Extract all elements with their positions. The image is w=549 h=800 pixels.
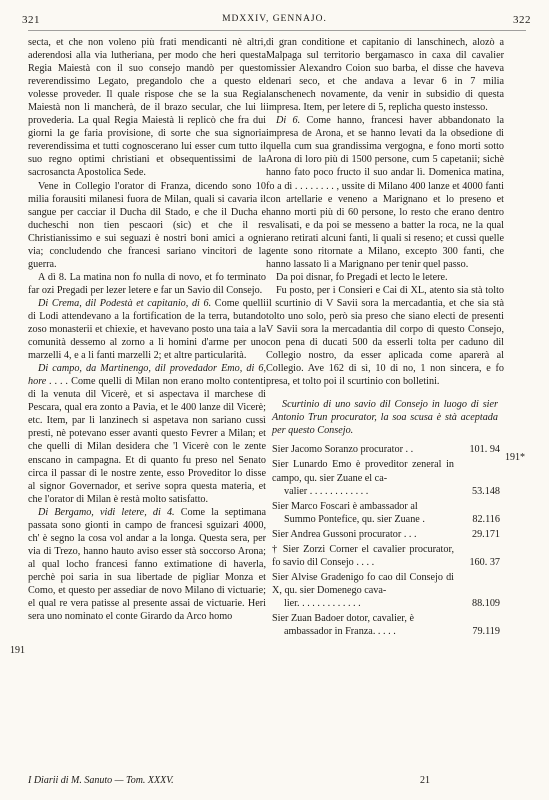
vote-count: 101. 94 — [469, 444, 500, 456]
paragraph — [266, 114, 504, 271]
paragraph-text: Fu posto, per i Consieri e Cai di XL, atento sia stà tolto il scurtinio di V Savii sora la mercadantia, et che sia stà tolto uno solo, però sia preso che siano electi de presenti V Savii sora la mercadantia dil corpo di questo Consejo, con pena di ducati 500 da esserli tolta per caduno dil Collegio nostro, da esser aplicada come aparerà al Collegio. Ave 162 di sì, 10 di no, 1 non sincera, e fo presa, et tolto poi il scurtinio con bolletini. — [266, 284, 504, 388]
page-number-right: 322 — [513, 14, 531, 26]
vote-count: 82.116 — [472, 513, 500, 525]
scrutiny-entry — [272, 528, 502, 541]
candidate-name: Sier Zuan Badoer dotor, cavalier, è — [272, 612, 415, 624]
candidate-name: Sier Lunardo Emo è proveditor zeneral in campo, qu. sier Zuane el ca- — [272, 459, 454, 484]
scrutiny-entry — [272, 612, 502, 638]
paragraph-text: Come quelli di Lodi attendevano a la fortification de la terra, butando zoso monasterii et chiexie, et havevano posto una taia a la comunità dessemo al zorno a li homini d'arme per uno marzelli 4, e a li fanti marzelli 2; et altre particularità. — [28, 297, 266, 362]
candidate-name-continued: ambassador in Franza. . . . . — [284, 626, 396, 638]
paragraph-heading: Di Bergamo, vidi letere, di 4. — [38, 506, 175, 518]
paragraph-text: Come hanno, francesi haver abbandonato la impresa de Arona, et se hanno levati da la obsedione di quella cum sua grandissima vergogna, e fono morti sotto Arona di loro più di 1500 persone, cum 5 capetanii; sichè hanno fato poco fructo il suo andar lì. Domenica matina, fo a dì . . . . . . . . , ussite di Milano 400 lanze et 4000 fanti con artellarie e veneno a Marignano et lo preseno et hanno morti più di 60 persone, lo resto che erano dentro svalisati, e da poi se messeno a batter la roca, ne la qual erano retirati alcuni fanti, li quali si reseno; et cussì quelle gente sono ritornate a Milano, excepto 300 fanti, che hanno lassato lì a Marignano per tenir quel passo. — [266, 115, 505, 270]
candidate-name-continued: Summo Pontefice, qu. sier Zuane . — [284, 513, 425, 525]
paragraph-heading: Di campo, da Martinengo, dil provedador Emo, di 6, hore . . . . — [28, 363, 266, 388]
paragraph — [266, 284, 504, 388]
vote-count: 160. 37 — [469, 556, 500, 568]
paragraph-text: Vene in Collegio l'orator di Franza, dicendo sono 10 milia forausiti milanesi fuora de Milan, quali si cavaria il sangue per cacciar il Ducha dil Stado, e che il Ducha e ducheschi non tien pescaori (sic) et che il re Christianissimo e sui seguazi è nostri boni amici a ogni via; concludendo che francesi sariano vincitori de la guerra. — [28, 180, 266, 270]
vote-count: 88.109 — [471, 597, 500, 609]
vote-count: 79.119 — [472, 626, 500, 638]
scrutiny-entry — [272, 443, 502, 456]
right-column-paragraphs — [266, 36, 504, 388]
scrutiny-entry — [272, 458, 502, 497]
paragraph — [28, 297, 266, 362]
paragraph-text: Come la septimana passata sono gionti in campo de francesi sguizari 4000, ch' è segno la cosa vol andar a la longa. Questa sera, per via di Trezo, hanno hauto aviso esser stà soccorso Arona; al qual locho francesi fanno extimatione di haverla, perchè poi saria in sua libertade de pigliar Monza et Como, et questo per assediar de novo Milano di victuarie; el qual re vera patisse al presente assai de victuarie. Heri sera uno nominato el conte Girardo da Arco homo — [28, 506, 266, 623]
candidate-name: Sier Alvise Gradenigo fo cao dil Consejo di X, qu. sier Domenego cava- — [272, 571, 454, 596]
footer-title: I Diarii di M. Sanuto — Tom. XXXV. — [28, 775, 174, 786]
margin-number-left: 191 — [10, 645, 25, 656]
paragraph — [28, 271, 266, 297]
paragraph — [266, 36, 504, 114]
paragraph-text: A dì 8. La matina non fo nulla di novo, et fo terminato far ozi Pregadi per lezer letere e far un Savio dil Consejo. — [28, 271, 266, 296]
candidate-name-continued: lier. . . . . . . . . . . . . — [284, 597, 361, 609]
paragraph-text: Come quelli di Milan non erano molto contenti di la venuta dil Vicerè, et si aspectava il marchese di Pescara, qual era zonto a Pavia, et le 400 lanze dil Vicerè; etc. Item, par li lanzinech si aspetava non sariano cussì presti, nè potevano esser avanti questo Fevrer a Milan; et che quelli di Milan desidera che 'l Vicerè con le zente enscano in campagna. Et di quanto fu preso nel Senato circa il passar di le nostre zente, esso Proveditor lo disse al signor Governador, et serive sopra questa materia, et che l'orator di Milan è restà molto satisfatto. — [28, 376, 267, 505]
paragraph-heading: Di 6. — [276, 115, 301, 127]
candidate-name: † Sier Zorzi Corner el cavalier procurator, fo savio dil Consejo . . . . — [272, 543, 454, 568]
paragraph-text: di gran conditione et capitanio di lanschinech, alozò a Malpaga sul territorio bergamasco in caxa dil cavalier missier Alexandro Coion suo barba, el disse che haveva denari seco, et che andava a levar 6 in 7 milia lanschenech novamente, da venir in subsidio di questa impresa. Item, per letere di 5, replicha questo instesso. — [266, 37, 504, 114]
candidate-name-continued: valier . . . . . . . . . . . . — [284, 485, 369, 497]
right-column — [266, 36, 504, 638]
scrutiny-entry — [272, 571, 502, 610]
paragraph — [266, 271, 504, 284]
header-rule — [28, 30, 526, 31]
vote-count: 29.171 — [471, 528, 500, 540]
paragraph — [28, 180, 266, 271]
vote-count: 53.148 — [471, 485, 500, 497]
scrutiny-title: Scurtinio di uno savio dil Consejo in luogo di sier Antonio Trun procurator, la soa scusa è stà aceptada per questo Consejo. — [272, 399, 498, 437]
left-column — [28, 36, 266, 623]
paragraph-text: Da poi disnar, fo Pregadi et lecto le letere. — [276, 271, 448, 283]
paragraph-text: secta, et che non voleno più frati mendicanti nè altri, aderendosi alla via lutheriana, per modo che heri questa Regia Maiestà con il suo consejo mandò per questo reverendissimo Legato, pregandolo che a questo el volesse proveder. Il quale rispose che se la sua Regia Maiestà non li mancherà, de il brazo secular, che lui li provederia. La qual Regia Maiestà li replicò che fra dui giorni la ge faria provisione, di sorte che sua signoria reverendissima et tutti cognoscerano lui esser cum tutto il suo regno optimi christiani et obsequentissimi de la sacrosancta Apostolica Sede. — [28, 37, 266, 179]
candidate-name: Sier Marco Foscari è ambassador al — [272, 500, 418, 512]
scrutiny-entry — [272, 543, 502, 569]
running-header: MDXXIV, GENNAJO. — [222, 14, 327, 24]
paragraph — [28, 362, 266, 506]
page-number-left: 321 — [22, 14, 40, 26]
margin-number-right: 191* — [505, 452, 525, 463]
paragraph — [28, 506, 266, 623]
candidate-name: Sier Jacomo Soranzo procurator . . — [272, 444, 414, 456]
scrutiny-list — [266, 443, 504, 638]
scrutiny-entry — [272, 500, 502, 526]
paragraph-heading: Di Crema, dil Podestà et capitanio, di 6. — [38, 297, 212, 309]
paragraph — [28, 36, 266, 180]
footer-sheet-number: 21 — [420, 775, 430, 786]
candidate-name: Sier Andrea Gussoni procurator . . . — [272, 528, 417, 540]
